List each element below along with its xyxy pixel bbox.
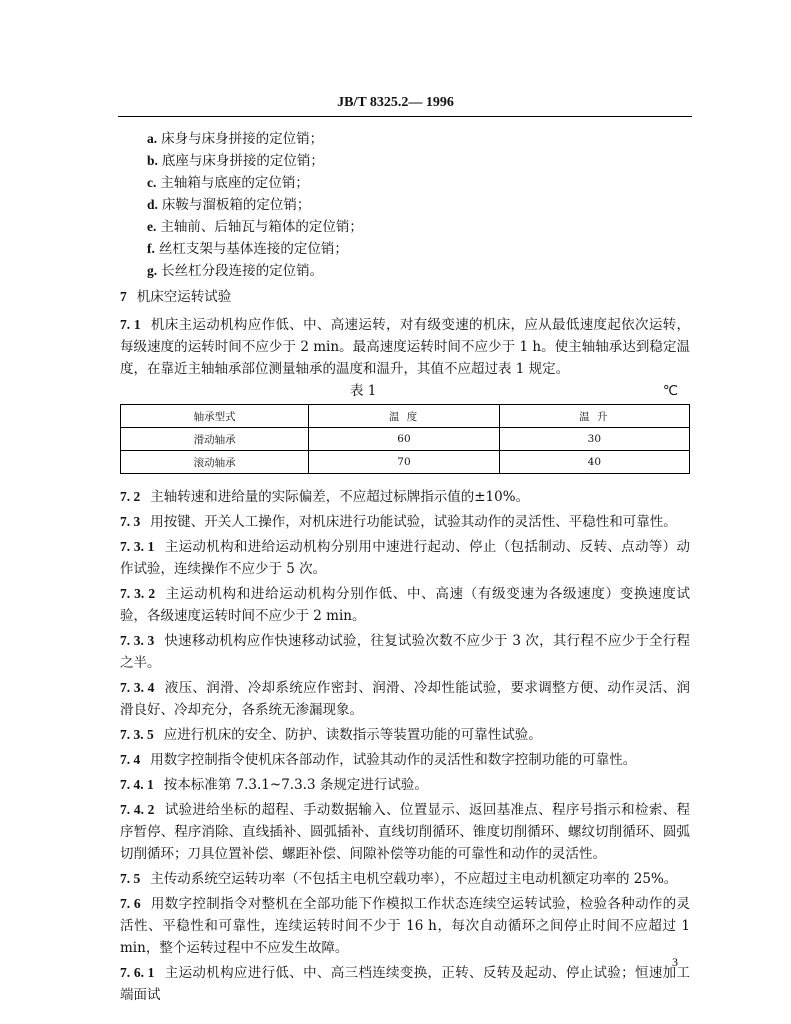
list-item bbox=[120, 260, 690, 282]
clause-text: 快速移动机构应作快速移动试验，往复试验次数不应少于 3 次，其行程不应少于全行程之半。 bbox=[120, 633, 691, 671]
page-number: 3 bbox=[672, 955, 678, 969]
clause-number: 7. 3. 2 bbox=[120, 586, 156, 601]
list-marker: b. bbox=[147, 153, 158, 168]
list-item bbox=[120, 216, 690, 238]
document-header: JB/T 8325.2— 1996 bbox=[337, 95, 454, 110]
table-cell: 60 bbox=[309, 428, 499, 451]
clause-text: 按本标准第 7.3.1~7.3.3 条规定进行试验。 bbox=[163, 777, 428, 793]
list-text: 底座与床身拼接的定位销； bbox=[161, 153, 324, 169]
clause-number: 7. 3. 3 bbox=[120, 633, 155, 648]
list-text: 主轴前、后轴瓦与箱体的定位销； bbox=[160, 219, 363, 235]
table-header-cell: 轴承型式 bbox=[121, 405, 309, 428]
table-caption-row bbox=[120, 380, 690, 402]
list-item bbox=[120, 128, 690, 150]
clause-text: 主运动机构和进给运动机构分别用中速进行起动、停止（包括制动、反转、点动等）动作试验，连续操作不应少于 5 次。 bbox=[120, 539, 691, 577]
clause-text: 用数字控制指令对整机在全部功能下作模拟工作状态连续空运转试验，检验各种动作的灵活性、平稳性和可靠性，连续运转时间不少于 16 h，每次自动循环之间停止时间不应超过 1 min，整个运转过程中不应发生故障。 bbox=[120, 896, 691, 956]
clause-text: 应进行机床的安全、防护、读数指示等装置功能的可靠性试验。 bbox=[163, 727, 542, 743]
paragraph bbox=[120, 962, 690, 1006]
clause-number: 7. 3. 5 bbox=[120, 727, 154, 742]
list-marker: d. bbox=[147, 197, 158, 212]
list-marker: a. bbox=[147, 131, 158, 146]
clause-number: 7. 1 bbox=[120, 317, 141, 332]
paragraph bbox=[120, 799, 690, 865]
clause-text: 主运动机构应进行低、中、高三档连续变换，正转、反转及起动、停止试验；恒速加工端面试 bbox=[120, 965, 691, 1003]
clause-number: 7. 2 bbox=[120, 489, 141, 504]
table-row bbox=[121, 428, 690, 451]
section-number: 7 bbox=[120, 289, 127, 304]
paragraph bbox=[120, 724, 690, 746]
clause-text: 试验进给坐标的超程、手动数据输入、位置显示、返回基准点、程序号指示和检索、程序暂停、程序消除、直线插补、圆弧插补、直线切削循环、锥度切削循环、螺纹切削循环、圆弧切削循环；刀具位置补偿、螺距补偿、间隙补偿等功能的可靠性和动作的灵活性。 bbox=[120, 802, 691, 862]
header-rule bbox=[118, 116, 692, 117]
table-cell: 滑动轴承 bbox=[121, 428, 309, 451]
paragraph bbox=[120, 630, 690, 674]
clause-number: 7. 5 bbox=[120, 871, 141, 886]
paragraph bbox=[120, 583, 690, 627]
paragraph bbox=[120, 749, 690, 771]
table-header-row bbox=[121, 405, 690, 428]
list-marker: g. bbox=[147, 263, 158, 278]
clause-number: 7. 3. 1 bbox=[120, 539, 155, 554]
list-item bbox=[120, 194, 690, 216]
paragraph bbox=[120, 868, 690, 890]
table-cell: 70 bbox=[309, 451, 499, 474]
table-cell: 滚动轴承 bbox=[121, 451, 309, 474]
paragraph bbox=[120, 774, 690, 796]
list-item bbox=[120, 172, 690, 194]
paragraph bbox=[120, 511, 690, 533]
list-text: 主轴箱与底座的定位销； bbox=[160, 175, 309, 191]
clause-number: 7. 6. 1 bbox=[120, 965, 155, 980]
list-marker: e. bbox=[147, 219, 157, 234]
clause-text: 液压、润滑、冷却系统应作密封、润滑、冷却性能试验，要求调整方便、动作灵活、润滑良好、冷却充分，各系统无渗漏现象。 bbox=[120, 680, 691, 718]
clause-number: 7. 3. 4 bbox=[120, 680, 155, 695]
clause-text: 机床主运动机构应作低、中、高速运转，对有级变速的机床，应从最低速度起依次运转，每级速度的运转时间不应少于 2 min。最高速度运转时间不应少于 1 h。使主轴轴承达到稳定温度，在靠近主轴轴承部位测量轴承的温度和温升，其值不应超过表 1 规定。 bbox=[120, 317, 691, 377]
clause-number: 7. 4 bbox=[120, 752, 141, 767]
table-cell: 30 bbox=[499, 428, 689, 451]
list-marker: c. bbox=[147, 175, 157, 190]
section-heading bbox=[120, 286, 690, 308]
document-body bbox=[120, 128, 690, 1006]
list-marker: f. bbox=[147, 241, 155, 256]
paragraph bbox=[120, 536, 690, 580]
paragraph bbox=[120, 677, 690, 721]
list-item bbox=[120, 238, 690, 260]
list-text: 长丝杠分段连接的定位销。 bbox=[161, 263, 324, 279]
list-text: 床鞍与溜板箱的定位销； bbox=[161, 197, 311, 213]
clause-text: 用按键、开关人工操作，对机床进行功能试验，试验其动作的灵活性、平稳性和可靠性。 bbox=[150, 514, 677, 530]
clause-number: 7. 6 bbox=[120, 896, 141, 911]
table-caption: 表 1 bbox=[350, 383, 377, 399]
list-text: 丝杠支架与基体连接的定位销； bbox=[158, 241, 348, 257]
clause-number: 7. 4. 2 bbox=[120, 802, 155, 817]
list-text: 床身与床身拼接的定位销； bbox=[161, 131, 324, 147]
table-header-cell: 温 升 bbox=[499, 405, 689, 428]
clause-text: 用数字控制指令使机床各部动作，试验其动作的灵活性和数字控制功能的可靠性。 bbox=[150, 752, 637, 768]
clause-text: 主传动系统空运转功率（不包括主电机空载功率），不应超过主电动机额定功率的 25%。 bbox=[150, 871, 678, 887]
paragraph bbox=[120, 486, 690, 508]
table-cell: 40 bbox=[499, 451, 689, 474]
table-header-cell: 温 度 bbox=[309, 405, 499, 428]
bearing-temperature-table bbox=[120, 404, 690, 474]
clause-number: 7. 3 bbox=[120, 514, 141, 529]
paragraph bbox=[120, 314, 690, 380]
clause-text: 主运动机构和进给运动机构分别作低、中、高速（有级变速为各级速度）变换速度试验，各级速度运转时间不应少于 2 min。 bbox=[120, 586, 691, 624]
section-title: 机床空运转试验 bbox=[136, 289, 232, 305]
table-row bbox=[121, 451, 690, 474]
paragraph bbox=[120, 893, 690, 959]
clause-text: 主轴转速和进给量的实际偏差，不应超过标牌指示值的±10%。 bbox=[150, 489, 530, 505]
list-item bbox=[120, 150, 690, 172]
table-unit: ℃ bbox=[662, 383, 678, 399]
clause-number: 7. 4. 1 bbox=[120, 777, 154, 792]
